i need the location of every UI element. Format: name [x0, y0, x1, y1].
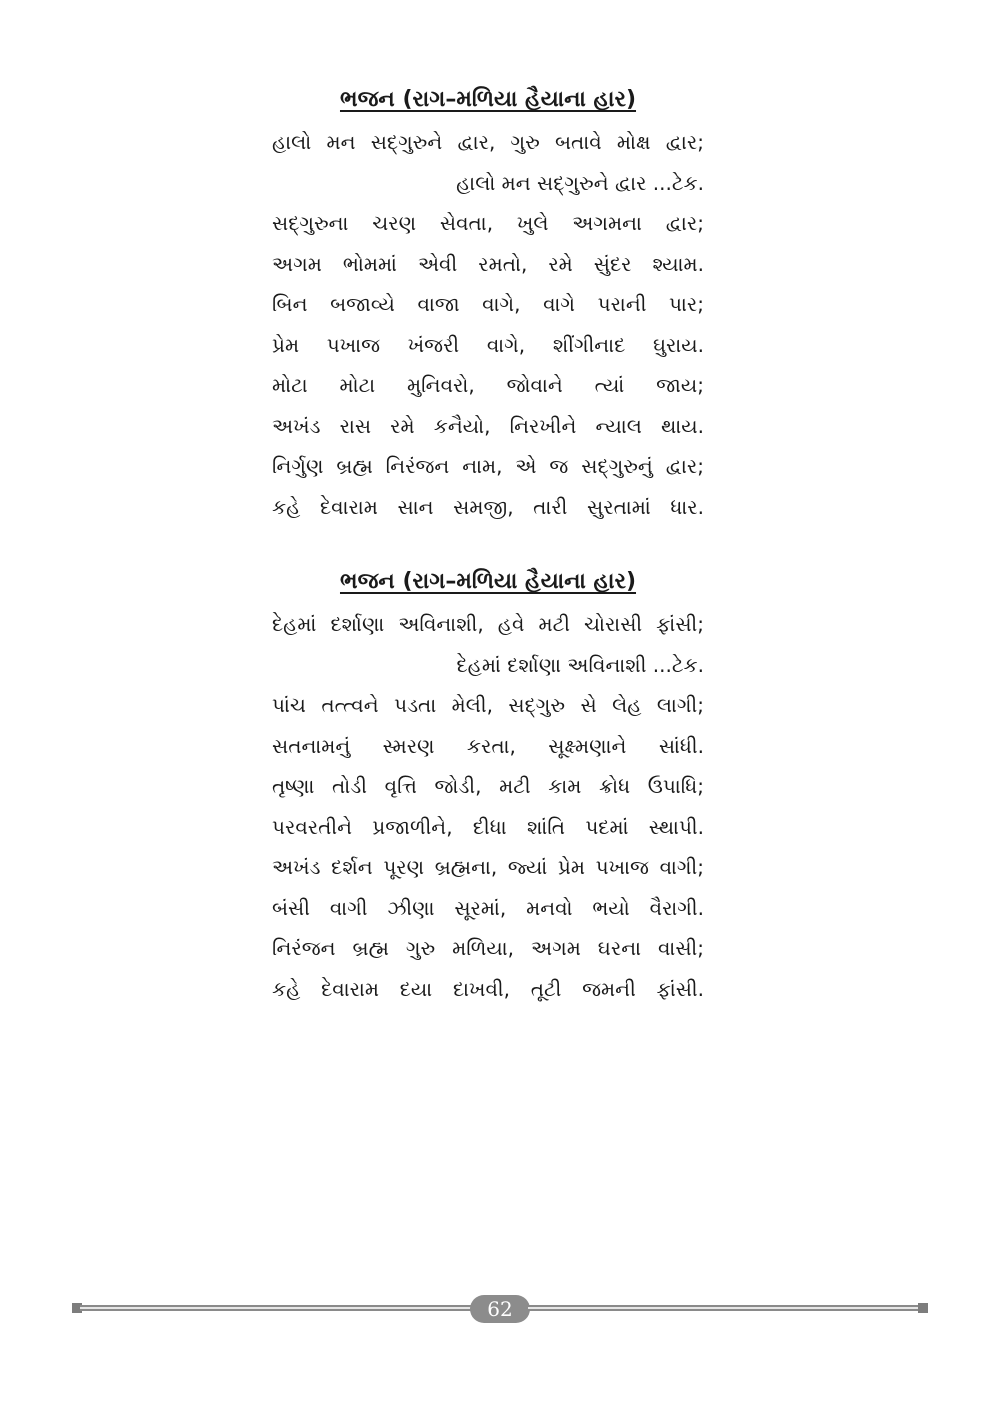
verse-line: હાલો મન સદ્‌ગુરુને દ્વાર, ગુરુ બતાવે મોક્ષ દ્વાર; — [272, 130, 704, 154]
bhajan-section-1 — [272, 82, 704, 527]
verse-line: બિન બજાવ્યે વાજા વાગે, વાગે પરાની પાર; — [272, 292, 704, 316]
refrain-line: દેહમાં દર્શાણા અવિનાશી ...ટેક. — [456, 652, 704, 677]
footer-rule-left — [80, 1305, 472, 1311]
verse-line: અખંડ દર્શન પૂરણ બ્રહ્મના, જ્યાં પ્રેમ પખાજ વાગી; — [272, 855, 704, 879]
verse-line: નિર્ગુણ બ્રહ્મ નિરંજન નામ, એ જ સદ્‌ગુરુનું દ્વાર; — [272, 454, 704, 478]
verse-line: દેહમાં દર્શાણા અવિનાશી, હવે મટી ચોરાસી ફાંસી; — [272, 612, 704, 636]
verse-line: નિરંજન બ્રહ્મ ગુરુ મળિયા, અગમ ઘરના વાસી; — [272, 936, 704, 960]
footer-rule-cap-right — [918, 1303, 928, 1313]
verse-line: મોટા મોટા મુનિવરો, જોવાને ત્યાં જાય; — [272, 373, 704, 397]
page-number-badge: 62 — [470, 1295, 530, 1323]
verse-line: કહે દેવારામ દયા દાખવી, તૂટી જમની ફાંસી. — [272, 976, 704, 1001]
verse-line: સદ્‌ગુરુના ચરણ સેવતા, ખુલે અગમના દ્વાર; — [272, 211, 704, 235]
verse-line: કહે દેવારામ સાન સમજી, તારી સુરતામાં ધાર. — [272, 494, 704, 519]
refrain-line: હાલો મન સદ્‌ગુરુને દ્વાર ...ટેક. — [456, 170, 704, 195]
verse-line: તૃષ્ણા તોડી વૃત્તિ જોડી, મટી કામ ક્રોધ ઉપાધિ; — [272, 774, 704, 798]
bhajan-title: ભજન (રાગ–મળિયા હૈયાના હાર) — [339, 569, 637, 594]
verse-line: અખંડ રાસ રમે કનૈયો, નિરખીને ન્યાલ થાય. — [272, 413, 704, 438]
bhajan-section-2 — [272, 564, 704, 1009]
verse-line: પાંચ તત્ત્વને પડતા મેલી, સદ્‌ગુરુ સે લેહ લાગી; — [272, 693, 704, 717]
verse-line: પ્રેમ પખાજ ખંજરી વાગે, શીંગીનાદ ઘુરાય. — [272, 332, 704, 357]
verse-line: પરવરતીને પ્રજાળીને, દીધા શાંતિ પદમાં સ્થાપી. — [272, 814, 704, 839]
verse-line: સતનામનું સ્મરણ કરતા, સૂક્ષ્મણાને સાંધી. — [272, 733, 704, 758]
footer-rule-right — [528, 1305, 920, 1311]
bhajan-title: ભજન (રાગ–મળિયા હૈયાના હાર) — [339, 87, 637, 112]
verse-line: બંસી વાગી ઝીણા સૂરમાં, મનવો ભયો વૈરાગી. — [272, 895, 704, 920]
verse-line: અગમ ભોમમાં એવી રમતો, રમે સુંદર શ્યામ. — [272, 251, 704, 276]
page-footer — [72, 1295, 928, 1325]
